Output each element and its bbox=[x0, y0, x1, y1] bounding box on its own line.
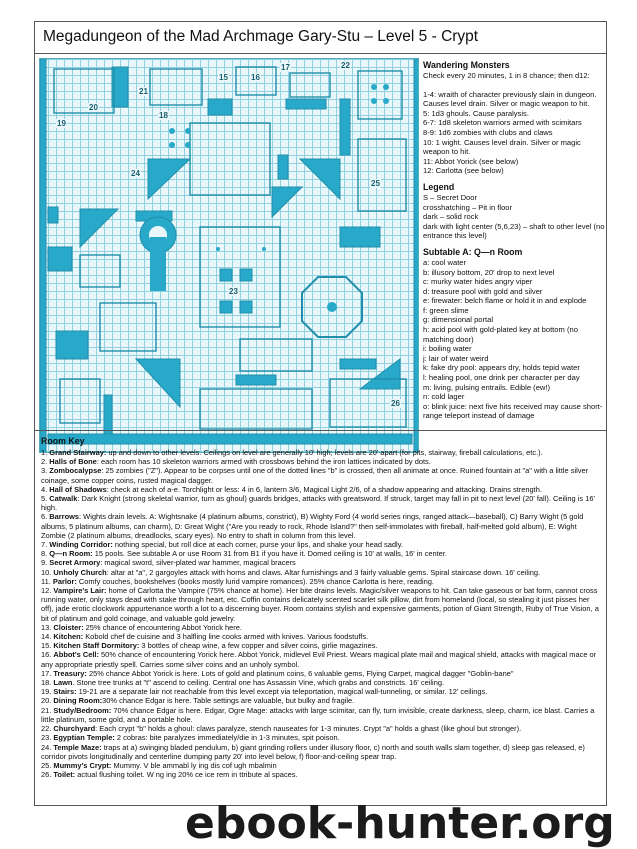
wandering-monster-entry: 6-7: 1d8 skeleton warriors armed with scimitars bbox=[423, 118, 582, 128]
room-description: 2 cobras: bite paralyzes immediately/die in 1-3 minutes, spit poison. bbox=[114, 733, 340, 743]
room-number: 3. bbox=[41, 466, 50, 476]
room-entry bbox=[41, 641, 601, 650]
room-name: Secret Armory bbox=[49, 558, 101, 568]
room-number: 19. bbox=[41, 687, 54, 697]
room-entry bbox=[41, 706, 601, 724]
subtable-entry: b: illusory bottom, 20' drop to next level bbox=[423, 267, 555, 277]
room-number: 2. bbox=[41, 457, 50, 467]
room-description: 25% chance Abbot Yorick is here. Lots of gold and platinum coins, 6 valuable gems, Flying Carpet, magical dagger "Goblin-bane" bbox=[86, 668, 514, 678]
room-key-list bbox=[41, 448, 601, 779]
map-label-17: 17 bbox=[281, 63, 290, 72]
legend-heading: Legend bbox=[423, 181, 455, 192]
legend-entry: dark – solid rock bbox=[423, 212, 479, 222]
watermark-text: ebook-hunter.org bbox=[185, 798, 615, 849]
room-number: 23. bbox=[41, 733, 54, 743]
subtable-heading-label: Subtable A bbox=[423, 246, 469, 257]
map-drawing bbox=[40, 59, 419, 453]
room-entry bbox=[41, 448, 601, 457]
room-name: Lawn bbox=[53, 678, 73, 688]
room-description: traps at a) swinging bladed pendulum, b) giant grinding rollers under illusory floor, c) north and south walls slam together, d) sleep gas released, e) corridor pivots longitudinally and centerline dumping party 20' into level below, f) floor-and-ceiling spear trap. bbox=[41, 742, 585, 761]
room-name: Q—n Room: bbox=[49, 549, 93, 559]
page-title: Megadungeon of the Mad Archmage Gary-Stu – Level 5 - Crypt bbox=[43, 28, 479, 45]
map-label-22: 22 bbox=[341, 61, 350, 70]
map-label-20: 20 bbox=[89, 103, 98, 112]
legend-entry: crosshatching – Pit in floor bbox=[423, 202, 513, 212]
subtable-entry: c: murky water hides angry viper bbox=[423, 277, 533, 287]
room-entry bbox=[41, 761, 601, 770]
room-name: Parlor: bbox=[52, 576, 77, 586]
room-name: Treasury: bbox=[53, 668, 87, 678]
room-name: Grand Stairway: bbox=[49, 448, 107, 457]
room-number: 8. bbox=[41, 549, 50, 559]
room-entry bbox=[41, 494, 601, 512]
wandering-monster-entry: 10: 1 wight. Causes level drain. Silver or magic weapon to hit. bbox=[423, 137, 581, 157]
room-description: up and down to other levels. Ceilings on level are generally 10' high; levels are 20' apart (for pits, stairway, fireball calculations, etc.). bbox=[106, 448, 543, 457]
wandering-monsters-heading: Wandering Monsters bbox=[423, 60, 510, 70]
room-description: Comfy couches, bookshelves (books mostly lurid vampire romances). 25% chance Carlotta is here, reading. bbox=[76, 576, 435, 586]
room-name: Cloister: bbox=[53, 622, 84, 632]
wandering-monster-entry: 8-9: 1d6 zombies with clubs and claws bbox=[423, 127, 553, 137]
room-entry bbox=[41, 724, 601, 733]
room-description: actual flushing toilet. W ng ing 20% ce ice rem in ttribute al spaces. bbox=[75, 770, 298, 780]
room-number: 13. bbox=[41, 622, 54, 632]
sidebar-notes bbox=[423, 60, 605, 427]
room-number: 9. bbox=[41, 558, 50, 568]
room-number: 21. bbox=[41, 705, 54, 715]
room-name: Abbot's Cell: bbox=[53, 650, 99, 660]
map-label-19: 19 bbox=[57, 119, 66, 128]
room-number: 14. bbox=[41, 632, 54, 642]
map-label-18: 18 bbox=[159, 111, 168, 120]
wandering-monsters-section bbox=[423, 60, 605, 176]
room-number: 10. bbox=[41, 567, 54, 577]
room-description: Kobold chef de cuisine and 3 halfling line cooks armed with knives. Various foodstuffs. bbox=[83, 632, 369, 642]
subtable-entry: f: green slime bbox=[423, 305, 469, 315]
room-name: Mummy's Crypt: bbox=[53, 760, 112, 770]
room-description: : check at each of a-e. Torchlight or less: 4 in 6, lantern 3/6, Magical Light 2/6, of a shadow appearing and attacking. Drains strength. bbox=[106, 484, 542, 494]
room-key bbox=[41, 436, 601, 779]
legend-entry: S – Secret Door bbox=[423, 192, 478, 202]
room-description: nothing special, but roll dice at each corner, purse your lips, and shake your head sadly. bbox=[112, 540, 403, 550]
room-number: 25. bbox=[41, 760, 54, 770]
subtable-entry: g: dimensional portal bbox=[423, 315, 494, 325]
room-name: Toilet: bbox=[53, 770, 76, 780]
room-entry bbox=[41, 623, 601, 632]
document-page bbox=[34, 21, 615, 849]
legend-entry: dark with light center (5,6,23) – shaft to other level (no entrance this level) bbox=[423, 221, 605, 241]
room-entry bbox=[41, 466, 601, 484]
room-number: 17. bbox=[41, 668, 54, 678]
room-description: : 25 zombies ("Z"). Appear to be corpses until one of the dotted lines "b" is crossed, then all animate at once. Ruined fountain at "a" with a little silver coinage, some copper coins, rusted magical dagger. bbox=[41, 466, 589, 485]
wandering-monster-entry: 11: Abbot Yorick (see below) bbox=[423, 156, 519, 166]
room-description: 50% chance of encountering Yorick here. Abbot Yorick, midlevel Evil Priest. Wears magical plate mail and magical shield, attacks with magical mace or any appropriate priestly spell. Carries some silver coins and an unholy symbol. bbox=[41, 650, 597, 669]
room-description: : Dark Knight (strong skeletal warrior, turn as ghoul) guards bridges, attacks with greatsword. If struck, target may fall in pit to next level (20' fall). Ceiling is 16' high. bbox=[41, 494, 595, 513]
room-description: : Each crypt "b" holds a ghoul: claws paralyze, stench nauseates for 1-3 minutes. Crypt "a" holds a ghast (like ghoul but stronger). bbox=[95, 724, 522, 734]
room-number: 7. bbox=[41, 540, 50, 550]
room-number: 5. bbox=[41, 494, 50, 504]
room-name: Halls of Bone bbox=[49, 457, 97, 467]
room-name: Hall of Shadows bbox=[49, 484, 107, 494]
room-entry bbox=[41, 743, 601, 761]
room-description: 3 bottles of cheap wine, a few copper and silver coins, girlie magazines. bbox=[139, 641, 378, 651]
room-name: Catwalk bbox=[49, 494, 78, 504]
room-entry bbox=[41, 558, 601, 567]
room-entry bbox=[41, 733, 601, 742]
subtable-entry: i: boiling water bbox=[423, 344, 472, 354]
room-number: 20. bbox=[41, 696, 54, 706]
subtable-entry: l: healing pool, one drink per character per day bbox=[423, 373, 580, 383]
room-number: 1. bbox=[41, 448, 50, 457]
wandering-monster-entry: 5: 1d3 ghouls. Cause paralysis. bbox=[423, 108, 529, 118]
room-name: Kitchen: bbox=[53, 632, 84, 642]
subtable-entry: j: lair of water weird bbox=[423, 353, 489, 363]
legend-section bbox=[423, 182, 605, 241]
room-name: Stairs: bbox=[53, 687, 77, 697]
room-entry bbox=[41, 485, 601, 494]
room-number: 11. bbox=[41, 576, 53, 586]
room-entry bbox=[41, 669, 601, 678]
title-divider bbox=[35, 53, 606, 54]
wandering-monsters-intro: Check every 20 minutes, 1 in 8 chance; then d12: bbox=[423, 71, 590, 80]
room-name: Unholy Church bbox=[53, 567, 107, 577]
room-entry bbox=[41, 577, 601, 586]
map-label-21: 21 bbox=[139, 87, 148, 96]
room-description: 70% chance Edgar is here. Edgar, Ogre Mage: attacks with large scimitar, can fly, turn invisible, create darkness, sleep, charm, ice blast. Carries a little platinum, some gold, and a portable hole. bbox=[41, 705, 595, 724]
room-name: Kitchen Staff Dormitory: bbox=[53, 641, 140, 651]
room-description: . Stone tree trunks at "t" ascend to ceiling. Central one has Assassin Vine, which grabs and constricts. 16' ceiling. bbox=[72, 678, 445, 688]
room-entry bbox=[41, 696, 601, 705]
room-description: 15 pools. See subtable A or use Room 31 from B1 if you have it. Domed ceiling is 10' at walls, 16' in center. bbox=[92, 549, 447, 559]
room-entry bbox=[41, 678, 601, 687]
room-description: : Wights drain levels. A: Wightsnake (4 platinum albums, constrict), B) Wighty Ford (4 world series rings, ranged attack—baseball), C) Barry Wight (5 gold albums, 5 platinum albums, can charm), D: Great Wight ("Are you ready to rock, Rhode Island?" then self-immolates with fireball, half-melted gold album), E: Wight Zombie (2 platinum albums, dreadlocks, scary eyes). No entry to shaft in column from this level. bbox=[41, 512, 584, 540]
room-name: Study/Bedroom: bbox=[53, 705, 112, 715]
room-number: 6. bbox=[41, 512, 50, 522]
room-entry bbox=[41, 457, 601, 466]
room-description: 30% chance Edgar is here. Table settings are valuable, but bulky and fragile. bbox=[102, 696, 355, 706]
room-description: Mummy. V ble ammabl ly ing dis cof ugh mbalmin bbox=[111, 760, 277, 770]
room-entry bbox=[41, 770, 601, 779]
room-name: Churchyard bbox=[53, 724, 96, 734]
subtable-entry: e: firewater: belch flame or hold it in and explode bbox=[423, 296, 587, 306]
subtable-entry: m: living, pulsing entrails. Edible (ew!) bbox=[423, 382, 551, 392]
subtable-entry: n: cold lager bbox=[423, 392, 465, 402]
subtable-entry: d: treasure pool with gold and silver bbox=[423, 286, 543, 296]
room-key-divider bbox=[35, 430, 606, 431]
room-entry bbox=[41, 512, 601, 540]
room-entry bbox=[41, 650, 601, 668]
room-number: 26. bbox=[41, 770, 54, 780]
room-entry bbox=[41, 549, 601, 558]
dungeon-map bbox=[39, 58, 419, 453]
room-name: Dining Room: bbox=[53, 696, 103, 706]
room-description: 25% chance of encountering Abbot Yorick here. bbox=[83, 622, 242, 632]
wandering-monster-entry: 1-4: wraith of character previously slain in dungeon. Causes level drain. Silver or magic weapon to hit. bbox=[423, 89, 597, 109]
map-label-15: 15 bbox=[219, 73, 228, 82]
room-description: : each room has 10 skeleton warriors armed with crossbows behind the iron lattices indicated by dots. bbox=[96, 457, 431, 467]
map-label-16: 16 bbox=[251, 73, 260, 82]
room-entry bbox=[41, 568, 601, 577]
room-name: Barrows bbox=[49, 512, 80, 522]
room-name: Vampire's Lair: bbox=[53, 586, 107, 596]
map-label-24: 24 bbox=[131, 169, 140, 178]
room-description: 19-21 are a separate lair not reachable from this level except via teleportation, magical wall-tunneling, or similar. 12' ceilings. bbox=[76, 687, 488, 697]
room-number: 12. bbox=[41, 586, 54, 596]
subtable-heading-title: : Q—n Room bbox=[468, 246, 523, 257]
room-key-heading: Room Key bbox=[41, 436, 85, 446]
room-number: 4. bbox=[41, 484, 50, 494]
room-entry bbox=[41, 687, 601, 696]
room-name: Zombocalypse bbox=[49, 466, 102, 476]
room-number: 16. bbox=[41, 650, 54, 660]
subtable-entry: k: fake dry pool: appears dry, holds tepid water bbox=[423, 363, 580, 373]
subtable-entry: o: blink juice: next five hits received may cause short-range teleport instead of damage bbox=[423, 401, 603, 421]
room-number: 22. bbox=[41, 724, 54, 734]
subtable-section bbox=[423, 247, 605, 421]
wandering-monster-entry: 12: Carlotta (see below) bbox=[423, 166, 504, 176]
room-number: 18. bbox=[41, 678, 54, 688]
room-number: 15. bbox=[41, 641, 54, 651]
room-entry bbox=[41, 632, 601, 641]
subtable-heading bbox=[423, 247, 605, 258]
room-description: : altar at "a", 2 gargoyles attack with horns and claws. Altar furnishings and 3 fairly valuable gems. Spiral staircase down. 16' ceiling. bbox=[106, 567, 541, 577]
subtable-entry: a: cool water bbox=[423, 257, 467, 267]
map-label-26: 26 bbox=[391, 399, 400, 408]
room-name: Egyptian Temple: bbox=[53, 733, 115, 743]
room-name: Temple Maze: bbox=[53, 742, 102, 752]
room-number: 24. bbox=[41, 742, 54, 752]
subtable-entry: h: acid pool with gold-plated key at bottom (no matching door) bbox=[423, 325, 578, 344]
room-entry bbox=[41, 540, 601, 549]
room-name: Winding Corridor: bbox=[49, 540, 113, 550]
room-description: home of Carlotta the Vampire (75% chance at home). Her bite drains levels. Magic/silver weapons to hit. Can take gaseous or bat form, cannot cross running water, only stays dead with stake through heart, etc. Coffin contains delicately scented scarlet silk pillow, dirt from homeland (local, so stealing it just pisses her off), jade erotic clockwork appurtenance worth a lot to a discerning buyer. Room contains stylish and expensive garments, potion of Giant Strength, Ruby of True Vision, a bit of platinum and gold coinage, and valuable gold jewelry. bbox=[41, 586, 599, 623]
map-label-23: 23 bbox=[229, 287, 238, 296]
map-label-25: 25 bbox=[371, 179, 380, 188]
room-entry bbox=[41, 586, 601, 623]
room-description: : magical sword, silver-plated war hammer, magical bracers bbox=[100, 558, 296, 568]
